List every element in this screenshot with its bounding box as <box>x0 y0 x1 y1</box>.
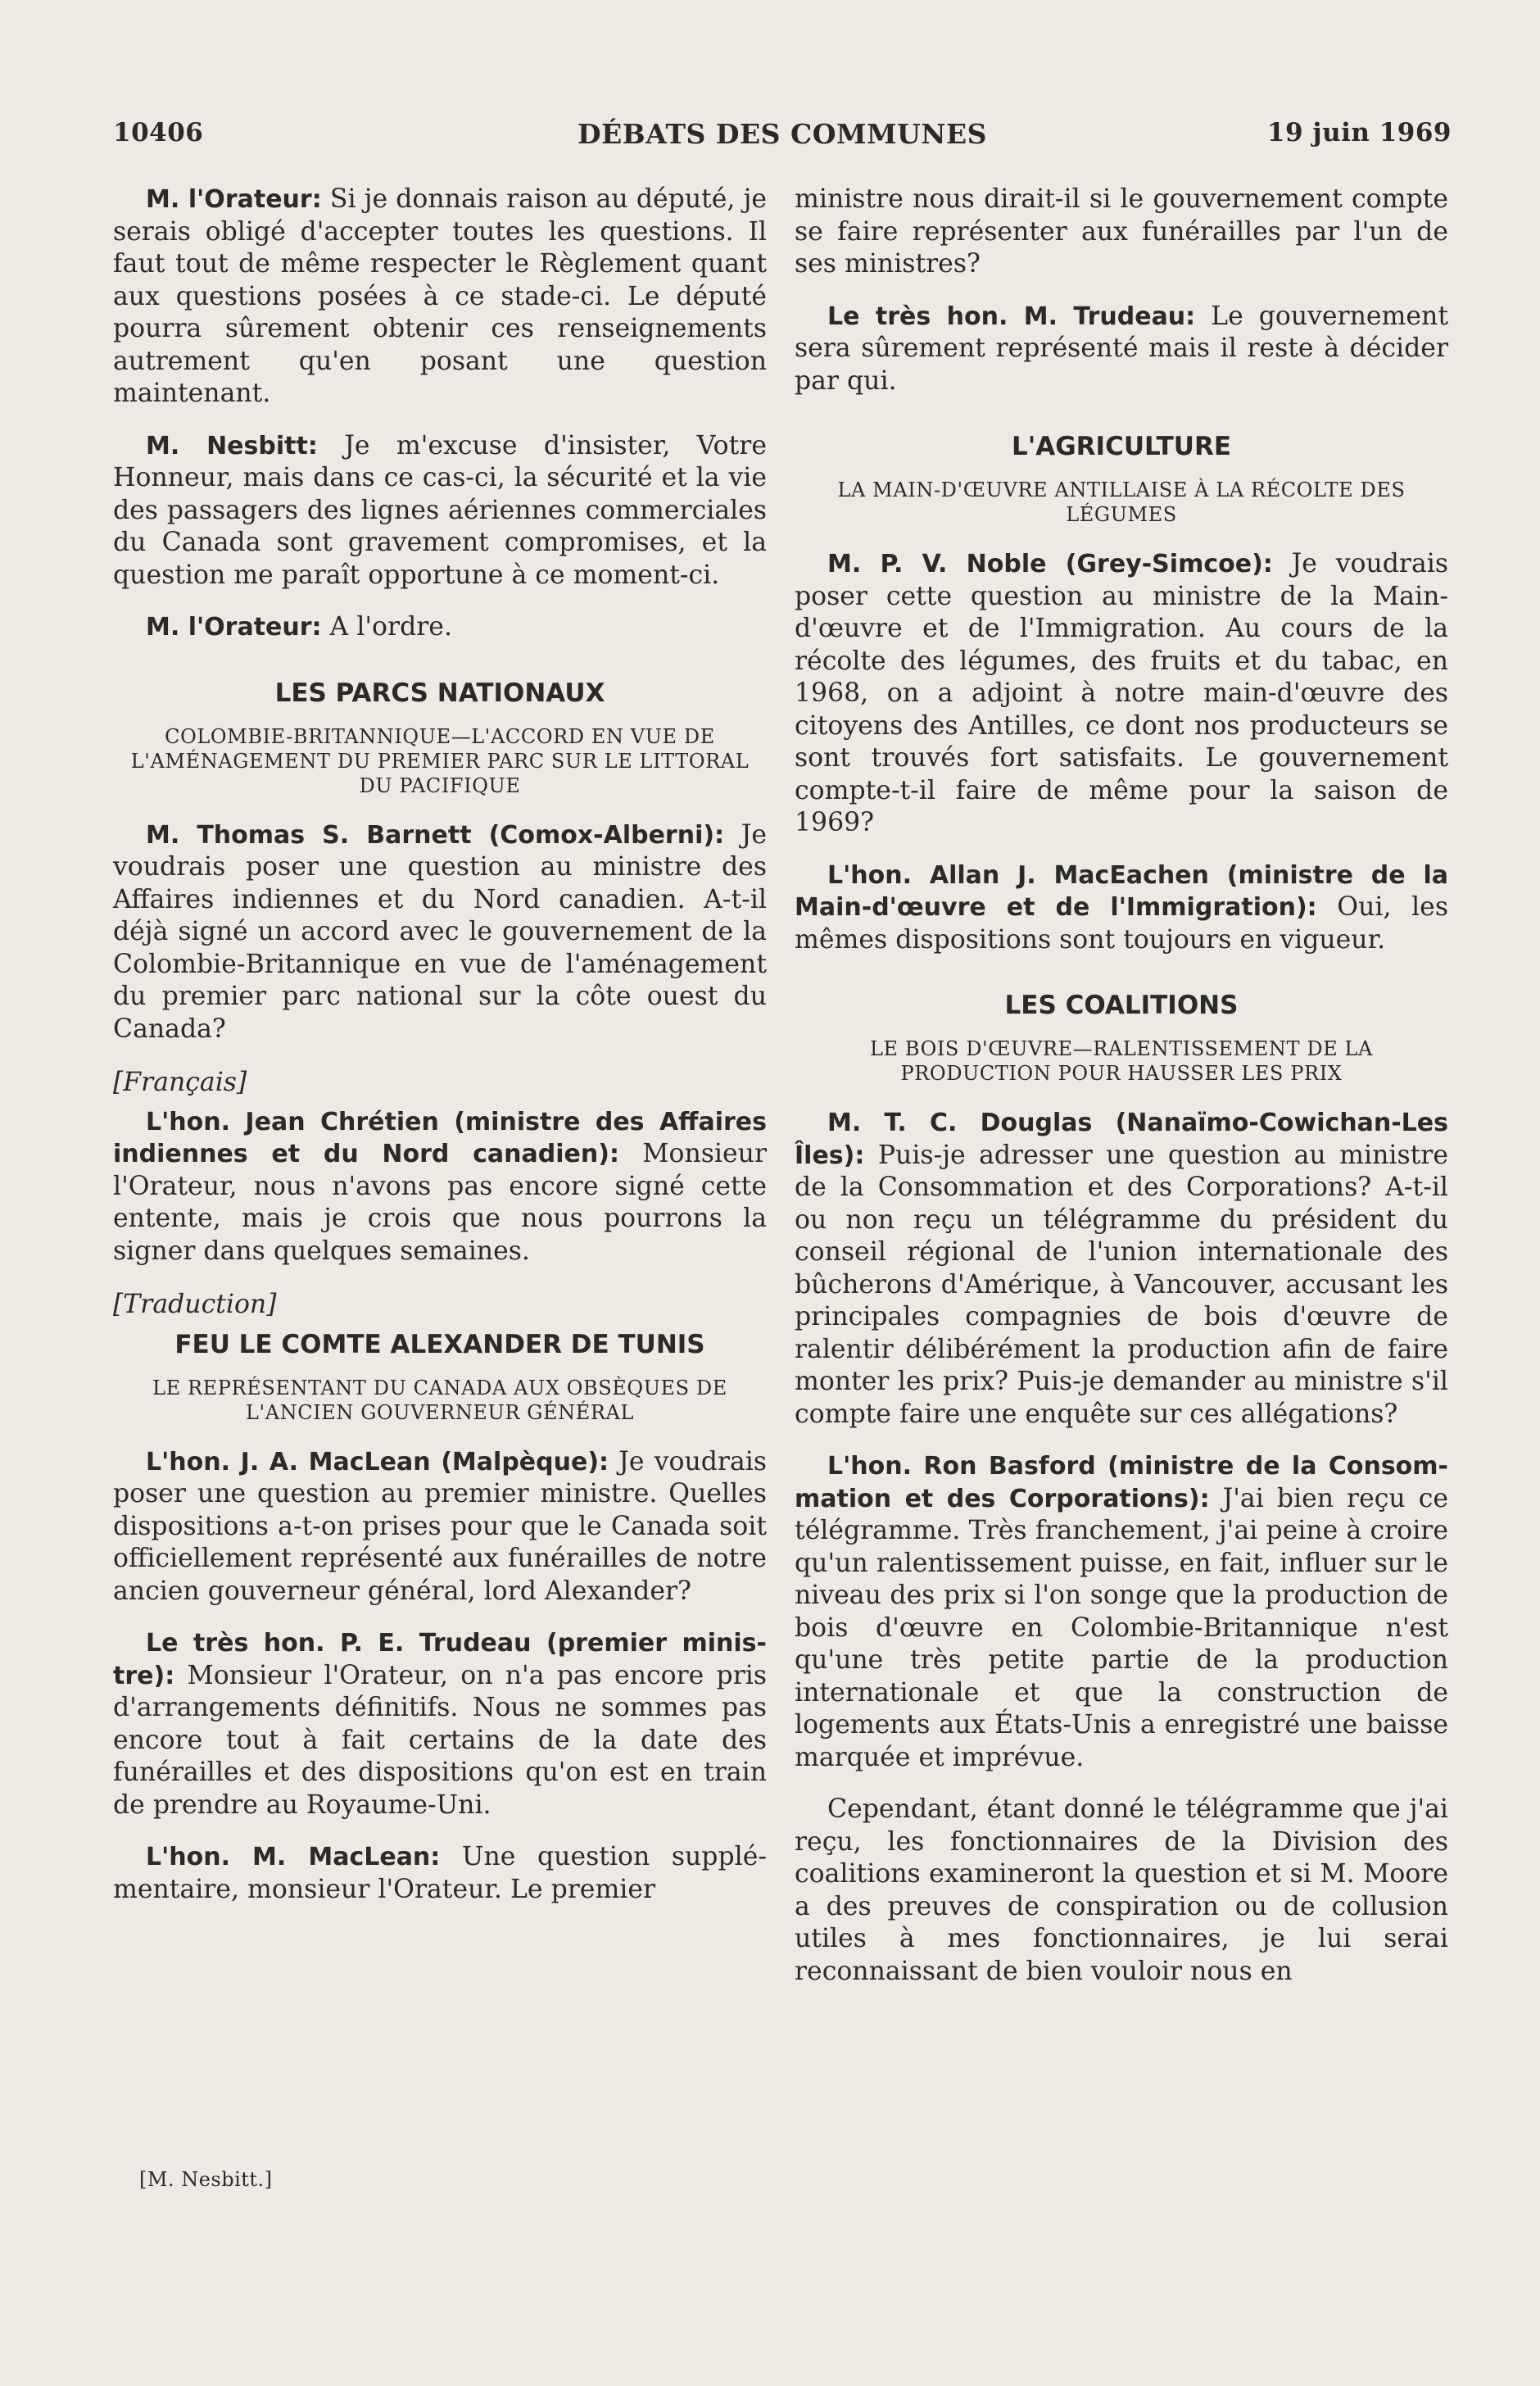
section-heading: FEU LE COMTE ALEXANDER DE TUNIS <box>174 1329 705 1359</box>
right-column <box>795 184 1448 2007</box>
speaker-name: L'hon. M. MacLean: <box>146 1843 441 1871</box>
paragraph <box>795 1794 1448 1988</box>
page-date: 19 juin 1969 <box>1266 118 1452 147</box>
speech-text: J'ai bien reçu ce télégramme. Très franchement, j'ai peine à croire qu'un ralentissement puisse, en fait, influer sur le niveau des prix si l'on songe que la production de bois d'œuvre en Colombie-Britannique n'est qu'une très petite partie de la production internationale et que la construction de logements aux États-Unis a enregistré une baisse marquée et imprévue. <box>795 1483 1448 1772</box>
speech-text: Cependant, étant donné le télégramme que j'ai reçu, les fonctionnaires de la Division des coalitions examineront la question et si M. Moore a des preuves de conspiration ou de collusion utiles à mes fonctionnaires, je lui serai reconnaissant de bien vouloir nous en <box>795 1794 1448 1986</box>
speaker-name: Le très hon. P. E. Trudeau (premier ministre): <box>113 1629 767 1690</box>
section-heading: LES COALITIONS <box>1004 991 1239 1020</box>
speech-text: Le gouvernement sera sûrement représenté mais il reste à décider par qui. <box>795 301 1448 396</box>
speech-text: A l'ordre. <box>321 612 452 642</box>
speaker-name: L'hon. J. A. MacLean (Malpèque): <box>146 1447 609 1477</box>
paragraph <box>113 611 767 644</box>
paragraph <box>113 1106 767 1268</box>
section-subheading: LA MAIN-D'ŒUVRE ANTILLAISE À LA RÉCOLTE DES LÉGUMES <box>837 479 1406 526</box>
speaker-name: L'hon. Jean Chrétien (ministre des Affaires indiennes et du Nord canadien): <box>113 1107 767 1168</box>
speech-text: Monsieur l'Orateur, nous n'avons pas encore signé cette entente, mais je crois que nous pourrons la signer dans quelques semaines. <box>113 1139 767 1266</box>
speaker-name: M. Nesbitt: <box>146 431 318 460</box>
paragraph <box>795 301 1448 398</box>
speaker-name: M. l'Orateur: <box>146 613 322 642</box>
speech-text: ministre nous dirait-il si le gouvernement compte se faire représenter aux funérailles par l'un de ses ministres? <box>795 184 1448 279</box>
page-footer-note: [M. Nesbitt.] <box>139 2168 273 2191</box>
paragraph <box>113 1446 767 1608</box>
paragraph <box>795 1450 1448 1774</box>
speech-text: Je m'excuse d'insister, Votre Honneur, mais dans ce cas-ci, la sécurité et la vie des passagers des lignes aériennes commerciales du Canada sont gravement compromises, et la question me paraît opportune à ce moment-ci. <box>113 430 767 590</box>
section-subheading: LE BOIS D'ŒUVRE—RALENTISSEMENT DE LA PRODUCTION POUR HAUSSER LES PRIX <box>870 1037 1373 1085</box>
section-subheading: LE REPRÉSENTANT DU CANADA AUX OBSÈQUES DE L'ANCIEN GOUVERNEUR GÉNÉRAL <box>152 1376 727 1424</box>
paragraph <box>795 1107 1448 1431</box>
speaker-name: M. l'Orateur: <box>146 185 322 214</box>
page-number: 10406 <box>113 118 204 147</box>
paragraph <box>113 430 767 592</box>
speech-text: Une question supplémentaire, monsieur l'Orateur. Le premier <box>113 1842 767 1904</box>
section-heading: L'AGRICULTURE <box>1012 432 1231 461</box>
speaker-name: M. Thomas S. Barnett (Comox-Alberni): <box>146 820 725 850</box>
speech-text: Si je donnais raison au député, je serais obligé d'accepter toutes les questions. Il faut tout de même respecter le Règlement quant aux questions posées à ce stade-ci. Le député pourra sûrement obtenir ces renseignements autrement qu'en posant une question maintenant. <box>113 184 767 408</box>
speech-text: Oui, les mêmes dispositions sont toujours en vigueur. <box>795 892 1448 955</box>
section-heading: LES PARCS NATIONAUX <box>274 678 605 708</box>
speaker-name: Le très hon. M. Trudeau: <box>827 302 1196 331</box>
speech-text: Je voudrais poser une question au premier ministre. Quelles dispositions a-t-on prises pour que le Canada soit officiellement représenté aux funérailles de notre ancien gouverneur général, lord Alexander? <box>113 1446 767 1606</box>
speaker-name: L'hon. Allan J. MacEachen (ministre de la Main-d'œuvre et de l'Immigration): <box>795 860 1448 922</box>
paragraph <box>113 1841 767 1906</box>
speaker-name: L'hon. Ron Basford (ministre de la Consommation et des Corporations): <box>795 1452 1448 1513</box>
paragraph <box>113 184 767 411</box>
language-marker: [Traduction] <box>113 1290 277 1319</box>
speech-text: Puis-je adresser une question au ministre de la Consommation et des Corporations? A-t-il ou non reçu un télégramme du président du conseil régional de l'union internationale des bûcherons d'Amérique, à Vancouver, accusant les principales compagnies de bois d'œuvre de ralentir délibérément la production afin de faire monter les prix? Puis-je demander au ministre s'il compte faire une enquête sur ces allégations? <box>795 1140 1448 1429</box>
language-marker: [Français] <box>113 1068 247 1097</box>
section-subheading: COLOMBIE-BRITANNIQUE—L'ACCORD EN VUE DE L'AMÉNAGEMENT DU PREMIER PARC SUR LE LITTORAL DU PACIFIQUE <box>130 724 750 797</box>
left-column <box>113 184 767 1926</box>
speech-text: Je voudrais poser une question au ministre des Affaires indiennes et du Nord canadien. A-t-il déjà signé un accord avec le gouvernement de la Colombie-Britannique en vue de l'aménagement du premier parc national sur la côte ouest du Canada? <box>113 819 767 1044</box>
paragraph <box>795 860 1448 957</box>
speech-text: Monsieur l'Orateur, on n'a pas encore pris d'arrangements définitifs. Nous ne sommes pas encore tout à fait certains de la date des funérailles et des dispositions qu'on est en train de prendre au Royaume-Uni. <box>113 1660 767 1820</box>
speaker-name: M. P. V. Noble (Grey-Simcoe): <box>827 550 1273 578</box>
paragraph <box>795 184 1448 281</box>
paragraph <box>113 1627 767 1821</box>
speech-text: Je voudrais poser cette question au ministre de la Main-d'œuvre et de l'Immigration. Au cours de la récolte des légumes, des fruits et du tabac, en 1968, on a adjoint à notre main-d'œuvre des citoyens des Antilles, ce dont nos producteurs se sont trouvés fort satisfaits. Le gouvernement compte-t-il faire de même pour la saison de 1969? <box>795 549 1448 837</box>
paragraph <box>795 548 1448 840</box>
page-header <box>113 118 1452 154</box>
speaker-name: M. T. C. Douglas (Nanaïmo-Cowichan-Les Îles): <box>795 1109 1448 1170</box>
publication-title: DÉBATS DES COMMUNES <box>578 118 987 150</box>
paragraph <box>113 819 767 1046</box>
